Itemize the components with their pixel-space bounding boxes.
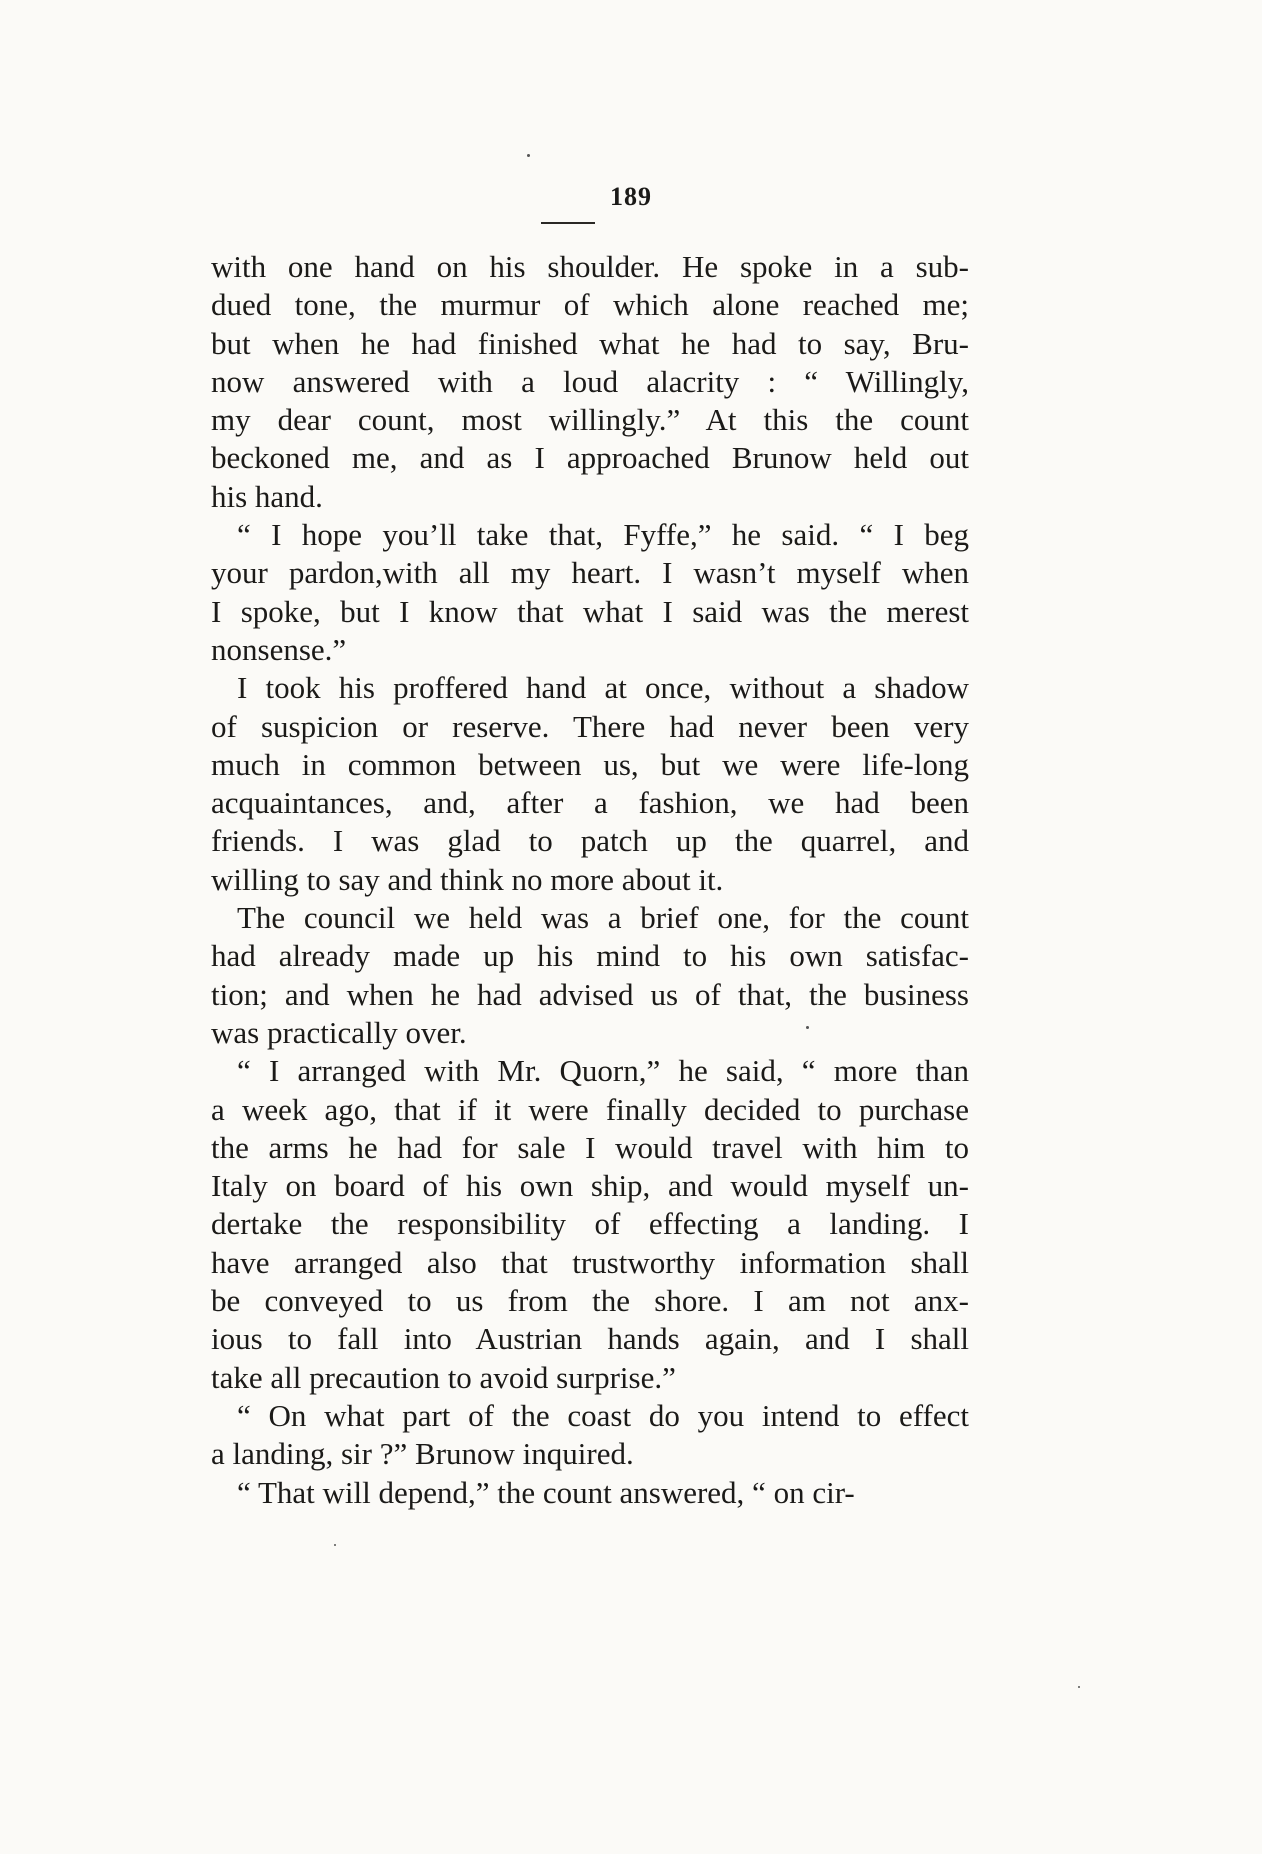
text-line: a week ago, that if it were finally decided to purchase	[211, 1091, 969, 1127]
text-line: the arms he had for sale I would travel with him to	[211, 1129, 969, 1165]
text-line: be conveyed to us from the shore. I am not anx-	[211, 1283, 969, 1319]
page-number: 189	[610, 182, 652, 211]
text-line: with one hand on his shoulder. He spoke in a sub-	[211, 249, 969, 284]
text-line: had already made up his mind to his own satisfac-	[211, 938, 969, 974]
paragraph	[211, 899, 969, 1052]
text-line: nonsense.”	[211, 631, 347, 667]
text-line: acquaintances, and, after a fashion, we had been	[211, 785, 969, 821]
text-line: ious to fall into Austrian hands again, and I shall	[211, 1321, 969, 1357]
text-line: beckoned me, and as I approached Brunow held out	[211, 440, 969, 476]
print-speck	[527, 154, 530, 157]
paragraph	[211, 1052, 969, 1397]
text-line: my dear count, most willingly.” At this the count	[211, 402, 969, 438]
print-speck	[334, 1544, 336, 1546]
text-line: have arranged also that trustworthy information shall	[211, 1244, 969, 1280]
text-line: dertake the responsibility of effecting a landing. I	[211, 1206, 969, 1242]
paragraph	[211, 669, 969, 899]
text-line: now answered with a loud alacrity : “ Willingly,	[211, 363, 969, 399]
paragraph	[211, 1474, 969, 1512]
text-line: Italy on board of his own ship, and would myself un-	[211, 1168, 969, 1204]
text-line: your pardon,with all my heart. I wasn’t myself when	[211, 555, 969, 591]
body-text	[211, 248, 969, 1512]
text-line: “ That will depend,” the count answered, “ on cir-	[237, 1474, 855, 1510]
text-line: much in common between us, but we were life-long	[211, 746, 969, 782]
text-line: but when he had finished what he had to say, Bru-	[211, 325, 969, 361]
text-line: dued tone, the murmur of which alone reached me;	[211, 287, 969, 323]
text-line: of suspicion or reserve. There had never been very	[211, 708, 969, 744]
text-line: “ On what part of the coast do you intend to effect	[237, 1397, 969, 1433]
text-line: The council we held was a brief one, for the count	[237, 900, 969, 936]
text-line: tion; and when he had advised us of that, the business	[211, 976, 969, 1012]
text-line: “ I arranged with Mr. Quorn,” he said, “ more than	[237, 1053, 969, 1089]
text-line: take all precaution to avoid surprise.”	[211, 1359, 676, 1395]
page-number-rule	[541, 222, 595, 224]
paragraph	[211, 248, 969, 516]
print-speck	[806, 1026, 809, 1029]
text-line: his hand.	[211, 478, 323, 514]
text-line: friends. I was glad to patch up the quarrel, and	[211, 823, 969, 859]
text-line: willing to say and think no more about it.	[211, 861, 724, 897]
paragraph	[211, 516, 969, 669]
print-speck	[1078, 1686, 1080, 1688]
text-line: I spoke, but I know that what I said was the merest	[211, 593, 969, 629]
paragraph	[211, 1397, 969, 1474]
text-line: “ I hope you’ll take that, Fyffe,” he said. “ I beg	[237, 517, 969, 553]
text-line: was practically over.	[211, 1014, 467, 1050]
text-line: I took his proffered hand at once, without a shadow	[237, 670, 969, 706]
text-line: a landing, sir ?” Brunow inquired.	[211, 1436, 634, 1472]
